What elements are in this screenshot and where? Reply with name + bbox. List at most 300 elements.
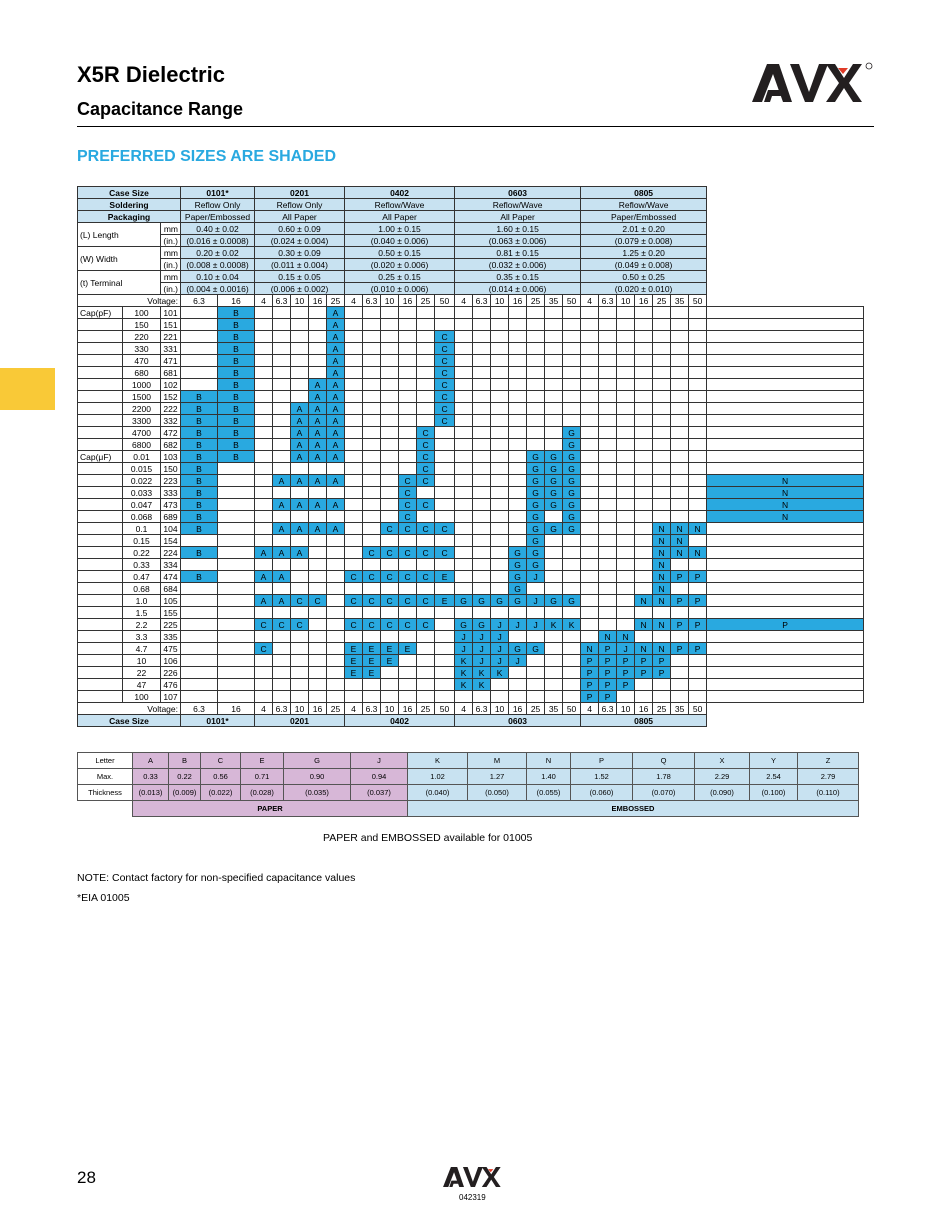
- empty-cell: [345, 403, 363, 415]
- empty-cell: [545, 643, 563, 655]
- empty-cell: [527, 319, 545, 331]
- empty-cell: [527, 439, 545, 451]
- length-row-in-0201: (0.024 ± 0.004): [255, 235, 345, 247]
- cap-code: 101: [161, 307, 181, 319]
- thickness-code-cell: G: [509, 595, 527, 607]
- terminal-row: [78, 271, 864, 283]
- voltage-cell: 50: [689, 295, 707, 307]
- thickness-code-cell: A: [273, 547, 291, 559]
- empty-cell: [455, 427, 473, 439]
- empty-cell: [255, 427, 273, 439]
- empty-cell: [181, 667, 218, 679]
- empty-cell: [255, 379, 273, 391]
- cap-code: 154: [161, 535, 181, 547]
- thickness-code-cell: C: [273, 619, 291, 631]
- case-size-footer-row: [78, 715, 864, 727]
- soldering-row-0201: Reflow Only: [255, 199, 345, 211]
- empty-cell: [509, 607, 527, 619]
- empty-cell: [309, 547, 327, 559]
- empty-cell: [381, 631, 399, 643]
- empty-cell: [617, 595, 635, 607]
- thickness-code-cell: E: [363, 667, 381, 679]
- thickness-code-cell: C: [381, 595, 399, 607]
- empty-cell: [491, 523, 509, 535]
- max-row-cell: 2.79: [798, 769, 859, 785]
- empty-cell: [635, 547, 653, 559]
- thickness-code-cell: G: [563, 511, 581, 523]
- empty-cell: [635, 343, 653, 355]
- empty-cell: [491, 307, 509, 319]
- empty-cell: [689, 415, 707, 427]
- terminal-row-label: (t) Terminal: [78, 271, 161, 295]
- cap-unit-label: [78, 667, 123, 679]
- thickness-code-cell: N: [671, 523, 689, 535]
- thickness-code-cell: J: [491, 655, 509, 667]
- case-size-footer-row-0603: 0603: [455, 715, 581, 727]
- thickness-code-cell: C: [345, 619, 363, 631]
- letter-row-cell: N: [527, 753, 571, 769]
- empty-cell: [707, 343, 864, 355]
- thickness-code-cell: J: [455, 631, 473, 643]
- empty-cell: [689, 367, 707, 379]
- cap-unit-label: [78, 619, 123, 631]
- empty-cell: [653, 307, 671, 319]
- soldering-row-0402: Reflow/Wave: [345, 199, 455, 211]
- max-row-cell: 0.56: [201, 769, 241, 785]
- empty-cell: [491, 547, 509, 559]
- empty-cell: [273, 667, 291, 679]
- thickness-code-cell: C: [363, 619, 381, 631]
- thickness-code-cell: C: [399, 595, 417, 607]
- thickness-code-cell: G: [563, 463, 581, 475]
- cap-unit-label: [78, 319, 123, 331]
- packaging-row-0402: All Paper: [345, 211, 455, 223]
- empty-cell: [473, 691, 491, 703]
- empty-cell: [635, 463, 653, 475]
- empty-cell: [327, 631, 345, 643]
- empty-cell: [617, 487, 635, 499]
- cap-code: 334: [161, 559, 181, 571]
- thickness-code-cell: A: [273, 475, 291, 487]
- empty-cell: [255, 391, 273, 403]
- empty-cell: [399, 463, 417, 475]
- thickness-code-cell: P: [671, 643, 689, 655]
- empty-cell: [707, 403, 864, 415]
- thickness-code-cell: C: [417, 451, 435, 463]
- empty-cell: [455, 583, 473, 595]
- empty-cell: [255, 439, 273, 451]
- thickness-code-cell: G: [545, 499, 563, 511]
- thickness-code-cell: N: [671, 535, 689, 547]
- empty-cell: [491, 343, 509, 355]
- empty-cell: [563, 331, 581, 343]
- width-row-unit-mm: mm: [161, 247, 181, 259]
- voltage-cell: 25: [527, 703, 545, 715]
- empty-cell: [653, 475, 671, 487]
- thickness-code-cell: K: [473, 679, 491, 691]
- empty-cell: [273, 535, 291, 547]
- thickness-code-cell: P: [617, 655, 635, 667]
- empty-cell: [491, 355, 509, 367]
- thickness-row-label: Thickness: [78, 785, 133, 801]
- empty-cell: [399, 427, 417, 439]
- empty-cell: [545, 307, 563, 319]
- empty-cell: [291, 379, 309, 391]
- empty-cell: [617, 475, 635, 487]
- letter-row-cell: E: [241, 753, 284, 769]
- length-row-mm-0805: 2.01 ± 0.20: [581, 223, 707, 235]
- empty-cell: [255, 679, 273, 691]
- thickness-code-cell: B: [181, 415, 218, 427]
- empty-cell: [181, 535, 218, 547]
- empty-cell: [671, 343, 689, 355]
- empty-cell: [563, 643, 581, 655]
- empty-cell: [635, 571, 653, 583]
- empty-cell: [599, 547, 617, 559]
- empty-cell: [581, 379, 599, 391]
- thickness-code-cell: N: [635, 619, 653, 631]
- empty-cell: [545, 427, 563, 439]
- empty-cell: [417, 583, 435, 595]
- empty-cell: [581, 463, 599, 475]
- thickness-row-cell: (0.022): [201, 785, 241, 801]
- empty-cell: [381, 679, 399, 691]
- empty-cell: [509, 463, 527, 475]
- empty-cell: [635, 523, 653, 535]
- empty-cell: [399, 607, 417, 619]
- empty-cell: [617, 439, 635, 451]
- voltage-cell: 25: [653, 295, 671, 307]
- empty-cell: [689, 667, 707, 679]
- empty-cell: [399, 559, 417, 571]
- empty-cell: [617, 379, 635, 391]
- cap-unit-label: [78, 427, 123, 439]
- empty-cell: [599, 559, 617, 571]
- thickness-code-cell: N: [653, 619, 671, 631]
- cap-code: 682: [161, 439, 181, 451]
- empty-cell: [455, 307, 473, 319]
- empty-cell: [563, 607, 581, 619]
- thickness-code-cell: G: [473, 595, 491, 607]
- thickness-row-cell: (0.037): [351, 785, 408, 801]
- voltage-cell: 16: [309, 703, 327, 715]
- empty-cell: [617, 463, 635, 475]
- cap-value: 0.47: [123, 571, 161, 583]
- empty-cell: [509, 679, 527, 691]
- voltage-footer-row: [78, 703, 864, 715]
- empty-cell: [581, 403, 599, 415]
- empty-cell: [581, 331, 599, 343]
- empty-cell: [707, 559, 864, 571]
- empty-cell: [363, 631, 381, 643]
- empty-cell: [181, 643, 218, 655]
- empty-cell: [563, 391, 581, 403]
- letter-row-cell: X: [695, 753, 750, 769]
- page-number: 28: [77, 1168, 96, 1187]
- cap-row: [78, 523, 864, 535]
- empty-cell: [309, 679, 327, 691]
- empty-cell: [707, 307, 864, 319]
- empty-cell: [363, 379, 381, 391]
- empty-cell: [417, 691, 435, 703]
- cap-row: [78, 403, 864, 415]
- empty-cell: [363, 463, 381, 475]
- empty-cell: [581, 343, 599, 355]
- empty-cell: [491, 331, 509, 343]
- empty-cell: [581, 571, 599, 583]
- thickness-code-cell: N: [689, 523, 707, 535]
- empty-cell: [545, 547, 563, 559]
- thickness-code-cell: P: [599, 691, 617, 703]
- empty-cell: [509, 355, 527, 367]
- thickness-code-cell: C: [255, 619, 273, 631]
- voltage-cell: 10: [491, 295, 509, 307]
- empty-cell: [707, 367, 864, 379]
- max-row-label: Max.: [78, 769, 133, 785]
- empty-cell: [291, 643, 309, 655]
- empty-cell: [527, 427, 545, 439]
- voltage-cell: 25: [653, 703, 671, 715]
- empty-cell: [527, 367, 545, 379]
- thickness-row-cell: (0.060): [571, 785, 633, 801]
- empty-cell: [345, 439, 363, 451]
- thickness-code-cell: N: [689, 547, 707, 559]
- thickness-code-cell: C: [255, 643, 273, 655]
- empty-cell: [491, 427, 509, 439]
- empty-cell: [635, 319, 653, 331]
- max-row-cell: 1.52: [571, 769, 633, 785]
- thickness-code-cell: A: [327, 331, 345, 343]
- empty-cell: [218, 583, 255, 595]
- empty-cell: [345, 559, 363, 571]
- empty-cell: [417, 343, 435, 355]
- empty-cell: [345, 631, 363, 643]
- empty-cell: [417, 607, 435, 619]
- empty-cell: [491, 391, 509, 403]
- empty-cell: [455, 559, 473, 571]
- empty-cell: [291, 487, 309, 499]
- width-row-mm-0805: 1.25 ± 0.20: [581, 247, 707, 259]
- empty-cell: [491, 583, 509, 595]
- empty-cell: [363, 403, 381, 415]
- empty-cell: [707, 691, 864, 703]
- thickness-code-cell: A: [291, 499, 309, 511]
- empty-cell: [291, 631, 309, 643]
- voltage-footer-row-label: Voltage:: [78, 703, 181, 715]
- thickness-code-cell: P: [707, 619, 864, 631]
- thickness-code-cell: G: [509, 559, 527, 571]
- cap-code: 689: [161, 511, 181, 523]
- empty-cell: [653, 463, 671, 475]
- empty-cell: [563, 415, 581, 427]
- cap-code: 474: [161, 571, 181, 583]
- empty-cell: [707, 331, 864, 343]
- case-size-footer-row-0101: 0101*: [181, 715, 255, 727]
- empty-cell: [473, 367, 491, 379]
- empty-cell: [599, 379, 617, 391]
- empty-cell: [399, 679, 417, 691]
- voltage-cell: 6.3: [363, 295, 381, 307]
- voltage-cell: 50: [689, 703, 707, 715]
- cap-code: 107: [161, 691, 181, 703]
- voltage-cell: 25: [417, 703, 435, 715]
- empty-cell: [653, 379, 671, 391]
- empty-cell: [563, 355, 581, 367]
- packaging-row-0805: Paper/Embossed: [581, 211, 707, 223]
- cap-value: 330: [123, 343, 161, 355]
- empty-cell: [635, 331, 653, 343]
- empty-cell: [671, 403, 689, 415]
- contact-note: NOTE: Contact factory for non-specified capacitance values: [77, 872, 356, 884]
- empty-cell: [653, 331, 671, 343]
- thickness-code-cell: G: [545, 523, 563, 535]
- empty-cell: [689, 307, 707, 319]
- length-row-unit-mm: mm: [161, 223, 181, 235]
- empty-cell: [617, 319, 635, 331]
- empty-cell: [455, 463, 473, 475]
- empty-cell: [707, 571, 864, 583]
- empty-cell: [563, 403, 581, 415]
- empty-cell: [527, 691, 545, 703]
- letter-row-cell: J: [351, 753, 408, 769]
- empty-cell: [345, 355, 363, 367]
- thickness-code-cell: G: [509, 571, 527, 583]
- empty-cell: [491, 367, 509, 379]
- cap-row: [78, 487, 864, 499]
- empty-cell: [363, 607, 381, 619]
- empty-cell: [635, 499, 653, 511]
- thickness-code-cell: N: [635, 643, 653, 655]
- empty-cell: [527, 403, 545, 415]
- cap-value: 4700: [123, 427, 161, 439]
- empty-cell: [581, 487, 599, 499]
- empty-cell: [617, 415, 635, 427]
- terminal-row-in-0201: (0.006 ± 0.002): [255, 283, 345, 295]
- empty-cell: [545, 607, 563, 619]
- thickness-code-cell: C: [399, 547, 417, 559]
- empty-cell: [181, 355, 218, 367]
- empty-cell: [255, 475, 273, 487]
- empty-cell: [635, 379, 653, 391]
- empty-cell: [455, 319, 473, 331]
- thickness-code-cell: C: [363, 547, 381, 559]
- terminal-row-mm-0805: 0.50 ± 0.25: [581, 271, 707, 283]
- empty-cell: [509, 367, 527, 379]
- thickness-code-cell: C: [381, 547, 399, 559]
- thickness-code-cell: C: [363, 595, 381, 607]
- cap-code: 475: [161, 643, 181, 655]
- empty-cell: [218, 571, 255, 583]
- empty-cell: [345, 319, 363, 331]
- max-row-cell: 1.27: [468, 769, 527, 785]
- thickness-code-cell: G: [545, 595, 563, 607]
- empty-cell: [689, 475, 707, 487]
- empty-cell: [671, 583, 689, 595]
- width-row-mm-0402: 0.50 ± 0.15: [345, 247, 455, 259]
- empty-cell: [273, 655, 291, 667]
- empty-cell: [581, 595, 599, 607]
- empty-cell: [291, 463, 309, 475]
- empty-cell: [273, 403, 291, 415]
- empty-cell: [671, 499, 689, 511]
- cap-unit-label: [78, 487, 123, 499]
- empty-cell: [707, 451, 864, 463]
- thickness-code-cell: A: [327, 475, 345, 487]
- thickness-code-cell: A: [309, 403, 327, 415]
- thickness-code-cell: C: [417, 619, 435, 631]
- thickness-code-cell: G: [563, 451, 581, 463]
- empty-cell: [273, 679, 291, 691]
- empty-cell: [327, 583, 345, 595]
- width-row-in-0101: (0.008 ± 0.0008): [181, 259, 255, 271]
- empty-cell: [327, 619, 345, 631]
- empty-cell: [563, 379, 581, 391]
- thickness-code-cell: P: [635, 667, 653, 679]
- thickness-code-cell: A: [327, 523, 345, 535]
- empty-cell: [689, 451, 707, 463]
- length-row-mm-0101: 0.40 ± 0.02: [181, 223, 255, 235]
- thickness-code-cell: A: [327, 451, 345, 463]
- packaging-row-label: Packaging: [78, 211, 181, 223]
- empty-cell: [689, 559, 707, 571]
- thickness-code-cell: A: [327, 415, 345, 427]
- empty-cell: [345, 343, 363, 355]
- empty-cell: [545, 367, 563, 379]
- empty-cell: [581, 391, 599, 403]
- empty-cell: [381, 319, 399, 331]
- cap-row: [78, 343, 864, 355]
- empty-cell: [671, 631, 689, 643]
- empty-cell: [255, 523, 273, 535]
- cap-code: 335: [161, 631, 181, 643]
- empty-cell: [635, 583, 653, 595]
- empty-cell: [473, 415, 491, 427]
- thickness-code-cell: G: [527, 523, 545, 535]
- thickness-code-cell: C: [399, 487, 417, 499]
- empty-cell: [309, 343, 327, 355]
- thickness-code-cell: B: [181, 523, 218, 535]
- voltage-cell: 6.3: [273, 295, 291, 307]
- empty-cell: [671, 439, 689, 451]
- empty-cell: [309, 307, 327, 319]
- empty-cell: [455, 535, 473, 547]
- thickness-code-cell: P: [581, 691, 599, 703]
- empty-cell: [345, 427, 363, 439]
- empty-cell: [417, 679, 435, 691]
- cap-unit-label: [78, 571, 123, 583]
- empty-cell: [527, 379, 545, 391]
- empty-cell: [291, 691, 309, 703]
- empty-cell: [653, 691, 671, 703]
- empty-cell: [599, 391, 617, 403]
- thickness-code-cell: C: [399, 511, 417, 523]
- packaging-type-spacer: [78, 801, 133, 817]
- thickness-code-cell: C: [417, 547, 435, 559]
- empty-cell: [707, 523, 864, 535]
- cap-value: 0.15: [123, 535, 161, 547]
- empty-cell: [599, 451, 617, 463]
- empty-cell: [473, 439, 491, 451]
- empty-cell: [653, 415, 671, 427]
- thickness-code-cell: A: [291, 547, 309, 559]
- empty-cell: [435, 475, 455, 487]
- thickness-code-cell: P: [689, 595, 707, 607]
- thickness-code-cell: G: [455, 595, 473, 607]
- empty-cell: [273, 511, 291, 523]
- empty-cell: [491, 571, 509, 583]
- thickness-code-cell: A: [291, 475, 309, 487]
- cap-unit-label: [78, 499, 123, 511]
